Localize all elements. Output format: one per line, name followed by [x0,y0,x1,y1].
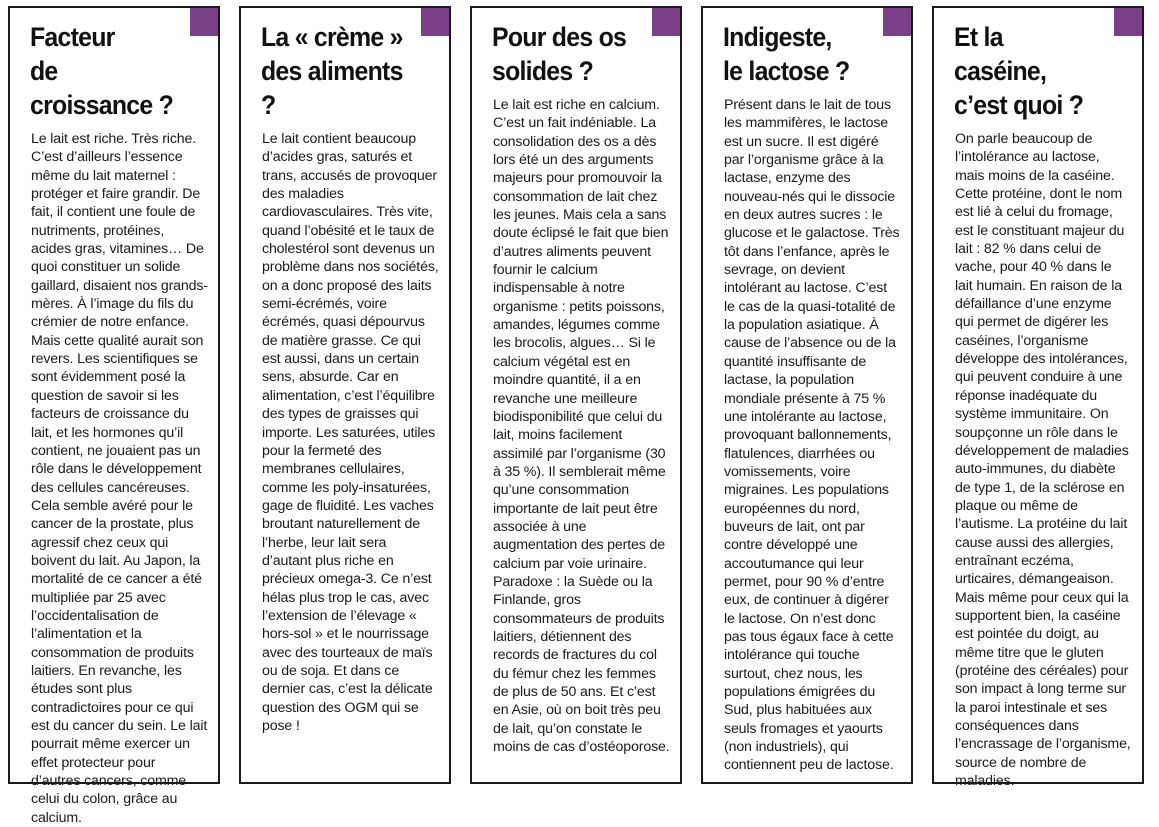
column-title: Pour des os solides ? [492,22,627,86]
corner-tab [190,8,218,36]
column-title: Facteur de croissance ? [30,22,174,120]
column-casein [932,6,1144,790]
column-body: On parle beaucoup de l’intolérance au lactose, mais moins de la caséine. Cette protéine, dont le nom est lié à celui du fromage, est le constituant majeur du lait : 82 % dans celui de vache, pour 40 % dans le lait humain. En raison de la défaillance d’une enzyme qui permet de digérer les caséines, l’organisme développe des intolérances, qui peuvent conduire à une réponse inadéquate du système immunitaire. On soupçonne un rôle dans le développement de maladies auto-immunes, du diabète de type 1, de la sclérose en plaque ou même de l’autisme. La protéine du lait cause aussi des allergies, entraînant eczéma, urticaires, démangeaison. Mais même pour ceux qui la supportent bien, la caséine est pointée du doigt, au même titre que le gluten (protéine des céréales) pour son impact à long terme sur la paroi intestinale et ses conséquences dans l’encrassage de l’organisme, source de nombre de maladies. [955,131,1131,790]
column-growth-factor [8,6,220,826]
column-body: Le lait est riche. Très riche. C’est d’ailleurs l’essence même du lait maternel : protéger et faire grandir. De fait, il contient une foule de nutriments, protéines, acides gras, vitamines… De quoi constituer un solide gaillard, disaient nos grands-mères. À l’image du fils du crémier de notre enfance. Mais cette qualité aurait son revers. Les scientifiques se sont évidemment posé la question de savoir si les facteurs de croissance du lait, et les hormones qu’il contient, ne jouaient pas un rôle dans le développement des cellules cancéreuses. Cela semble avéré pour le cancer de la prostate, plus agressif chez ceux qui boivent du lait. Au Japon, la mortalité de ce cancer a été multipliée par 25 avec l’occidentalisation de l’alimentation et la consommation de produits laitiers. En revanche, les études sont plus contradictoires pour ce qui est du cancer du sein. Le lait pourrait même exercer un effet protecteur pour d’autres cancers, comme celui du colon, grâce au calcium. [31,131,208,826]
column-body: Le lait contient beaucoup d’acides gras, saturés et trans, accusés de provoquer des maladies cardiovasculaires. Très vite, quand l’obésité et le taux de cholestérol sont devenus un problème dans nos sociétés, on a donc proposé des laits semi-écrémés, voire écrémés, quasi dépourvus de matière grasse. Ce qui est aussi, dans un certain sens, absurde. Car en alimentation, c’est l’équilibre des types de graisses qui importe. Les saturées, utiles pour la fermeté des membranes cellulaires, comme les poly-insaturées, gage de fluidité. Les vaches broutant naturellement de l’herbe, leur lait sera d’autant plus riche en précieux omega-3. Ce n’est hélas plus trop le cas, avec l’extension de l’élevage « hors-sol » et le nourrissage avec des tourteaux de maïs ou de soja. Et dans ce dernier cas, c’est la délicate question des OGM qui se pose ! [262,131,439,734]
column-body: Présent dans le lait de tous les mammifères, le lactose est un sucre. Il est digéré par l’organisme grâce à la lactase, enzyme des nouveau-nés qui le dissocie en deux autres sucres : le glucose et le galactose. Très tôt dans l’enfance, après le sevrage, on devient intolérant au lactose. C’est le cas de la quasi-totalité de la population asiatique. À cause de l’absence ou de la quantité insuffisante de lactase, la population mondiale présente à 75 % une intolérante au lactose, provoquant ballonnements, flatulences, diarrhées ou vomissements, voire migraines. Les populations européennes du nord, buveurs de lait, ont par contre développé une accoutumance qui leur permet, pour 90 % d’entre eux, de continuer à digérer le lactose. On n’est donc pas tous égaux face à cette intolérance qui touche surtout, chez nous, les populations émigrées du Sud, plus habituées aux seuls fromages et yaourts (non industriels), qui contiennent peu de lactose. [724,97,900,774]
column-title: La « crème » des aliments ? [261,22,403,120]
column-bones [470,6,682,784]
corner-tab [1114,8,1142,36]
column-title: Et la caséine, c’est quoi ? [954,22,1084,120]
column-lactose [701,6,913,784]
column-title: Indigeste, le lactose ? [723,22,850,86]
corner-tab [421,8,449,36]
corner-tab [883,8,911,36]
column-body: Le lait est riche en calcium. C’est un fait indéniable. La consolidation des os a dès lors été un des arguments majeurs pour promouvoir la consommation de lait chez les jeunes. Mais cela a sans doute éclipsé le fait que bien d’autres aliments peuvent fournir le calcium indispensable à notre organisme : petits poissons, amandes, légumes comme les brocolis, algues… Si le calcium végétal est en moindre quantité, il a en revanche une meilleure biodisponibilité que celui du lait, moins facilement assimilé par l’organisme (30 à 35 %). Il semblerait même qu’une consommation importante de lait peut être associée à une augmentation des pertes de calcium par voie urinaire. Paradoxe : la Suède ou la Finlande, gros consommateurs de produits laitiers, détiennent des records de fractures du col du fémur chez les femmes de plus de 50 ans. Et c’est en Asie, où on boit très peu de lait, qu’on constate le moins de cas d’ostéoporose. [493,97,670,756]
corner-tab [652,8,680,36]
column-cream [239,6,451,784]
